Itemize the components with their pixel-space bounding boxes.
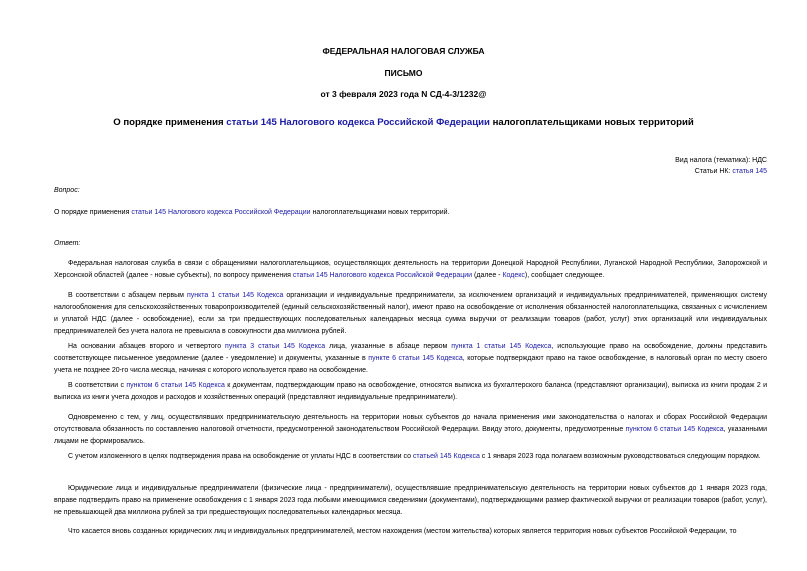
paragraph-text: , указанными лицами не формировались. [54,426,767,445]
point-6-article-145-link[interactable]: пункте 6 статьи 145 Кодекса [368,355,463,362]
paragraph-text: лица, указанные в абзаце первом [325,343,452,350]
article-145-link[interactable]: статьи 145 Налогового кодекса Российской Федерации [292,272,473,279]
question-article-link[interactable]: статьи 145 Налогового кодекса Российской Федерации [131,209,311,216]
answer-paragraph-2 [54,290,767,338]
nk-label: Статьи НК: [694,168,733,175]
paragraph-text: с 1 января 2023 года полагаем возможным руководствоваться следующим порядком. [479,453,761,460]
answer-paragraph-6 [54,451,767,463]
document-date-number: от 3 февраля 2023 года N СД-4-3/1232@ [320,89,487,99]
paragraph-text: С учетом изложенного в целях подтверждения права на освобождение от уплаты НДС в соответствии со [68,453,413,460]
answer-paragraph-3 [54,341,767,377]
question-text-part: О порядке применения [54,209,132,216]
agency-heading: ФЕДЕРАЛЬНАЯ НАЛОГОВАЯ СЛУЖБА [322,46,485,56]
paragraph-text: ), сообщает следующее. [524,272,605,279]
answer-paragraph-1 [54,258,767,282]
code-link[interactable]: Кодекс [502,272,525,279]
answer-paragraph-7: Юридические лица и индивидуальные предприниматели (физические лица - предприниматели), осуществлявшие предпринимательскую деятельность на территории новых субъектов до 1 января 2023 года, вправе подтвердить право на применение освобождения с 1 января 2023 года любыми имеющимися сведениями (документами), подтверждающими размер фактической выручки от реализации товаров (работ, услуг), не превышающей два миллиона рублей за три предшествующих последовательных календарных месяца. [54,485,767,516]
paragraph-text: , которые подтверждают право на такое освобождение, в налоговый орган по месту своего учета не позднее 20-го числа месяца, начиная с которого используется право на освобождение. [54,355,768,374]
paragraph-text: В соответствии с абзацем первым [68,292,187,299]
nk-article-link[interactable]: статья 145 [732,168,767,175]
question-text-part: налогоплательщиками новых территорий. [310,209,450,216]
point-6-article-145-link[interactable]: пунктом 6 статьи 145 Кодекса [126,382,225,389]
answer-label: Ответ: [54,240,81,247]
answer-paragraph-8: Что касается вновь созданных юридических лиц и индивидуальных предпринимателей, местом нахождения (местом жительства) которых является территория новых субъектов Российской Федерации, то [68,528,737,535]
paragraph-text: Федеральная налоговая служба в связи с обращениями налогоплательщиков, осуществляющих деятельность на территории Донецкой Народной Республики, Луганской Народной Республики, Запорожской и Херсонской областей (далее - новые субъекты), по вопросу применения [54,260,767,279]
point-1-article-145-link[interactable]: пункта 1 статьи 145 Кодекса [186,292,284,299]
paragraph-text: На основании абзацев второго и четвертого [68,343,226,350]
point-6-article-145-link[interactable]: пунктом 6 статьи 145 Кодекса [625,426,724,433]
question-label: Вопрос: [54,187,80,194]
title-text: налогоплательщиками новых территорий [489,117,694,128]
document-title [40,117,767,128]
point-1-article-145-link[interactable]: пункта 1 статьи 145 Кодекса [451,343,552,350]
title-article-link[interactable]: статьи 145 Налогового кодекса Российской Федерации [226,117,490,128]
document-meta [675,155,767,177]
title-text: О порядке применения [113,117,227,128]
article-145-code-link[interactable]: статьей 145 Кодекса [412,453,480,460]
paragraph-text: В соответствии с [68,382,127,389]
question-text [54,207,767,219]
paragraph-text: к документам, подтверждающим право на освобождение, относятся выписка из бухгалтерского баланса (представляют организации), выписка из книги продаж 2 и выписка из книги учета доходов и расходов и хозяйственных операций (представляют индивидуальные предприниматели). [54,382,767,401]
nk-articles [675,166,767,177]
answer-paragraph-5 [54,412,767,448]
tax-type: Вид налога (тематика): НДС [675,157,767,164]
paragraph-text: организации и индивидуальные предприниматели, за исключением организаций и индивидуальных предпринимателей, применяющих систему налогообложения для сельскохозяйственных товаропроизводителей (единый сельскохозяйственный налог), имеют право на освобождение от исполнения обязанностей налогоплательщика, связанных с исчислением и уплатой НДС (далее - освобождение), если за три предшествующих последовательных календарных месяца сумма выручки от реализации товаров (работ, услуг) этих организаций или индивидуальных предпринимателей без учета налога не превысила в совокупности два миллиона рублей. [54,292,767,335]
point-3-article-145-link[interactable]: пункта 3 статьи 145 Кодекса [225,343,326,350]
paragraph-text: (далее - [472,272,503,279]
paragraph-text: Одновременно с тем, у лиц, осуществлявших предпринимательскую деятельность на территории новых субъектов до начала применения ими законодательства о налогах и сборах Российской Федерации отсутствовала обязанность по составлению налоговой отчетности, предусмотренной законодательством Российской Федерации. Ввиду этого, документы, предусмотренные [54,414,767,433]
document-type: ПИСЬМО [384,68,423,78]
paragraph-text: , использующие право на освобождение, должны представить соответствующее письменное уведомление (далее - уведомление) и документы, указанные в [54,343,768,362]
answer-paragraph-4 [54,380,767,404]
